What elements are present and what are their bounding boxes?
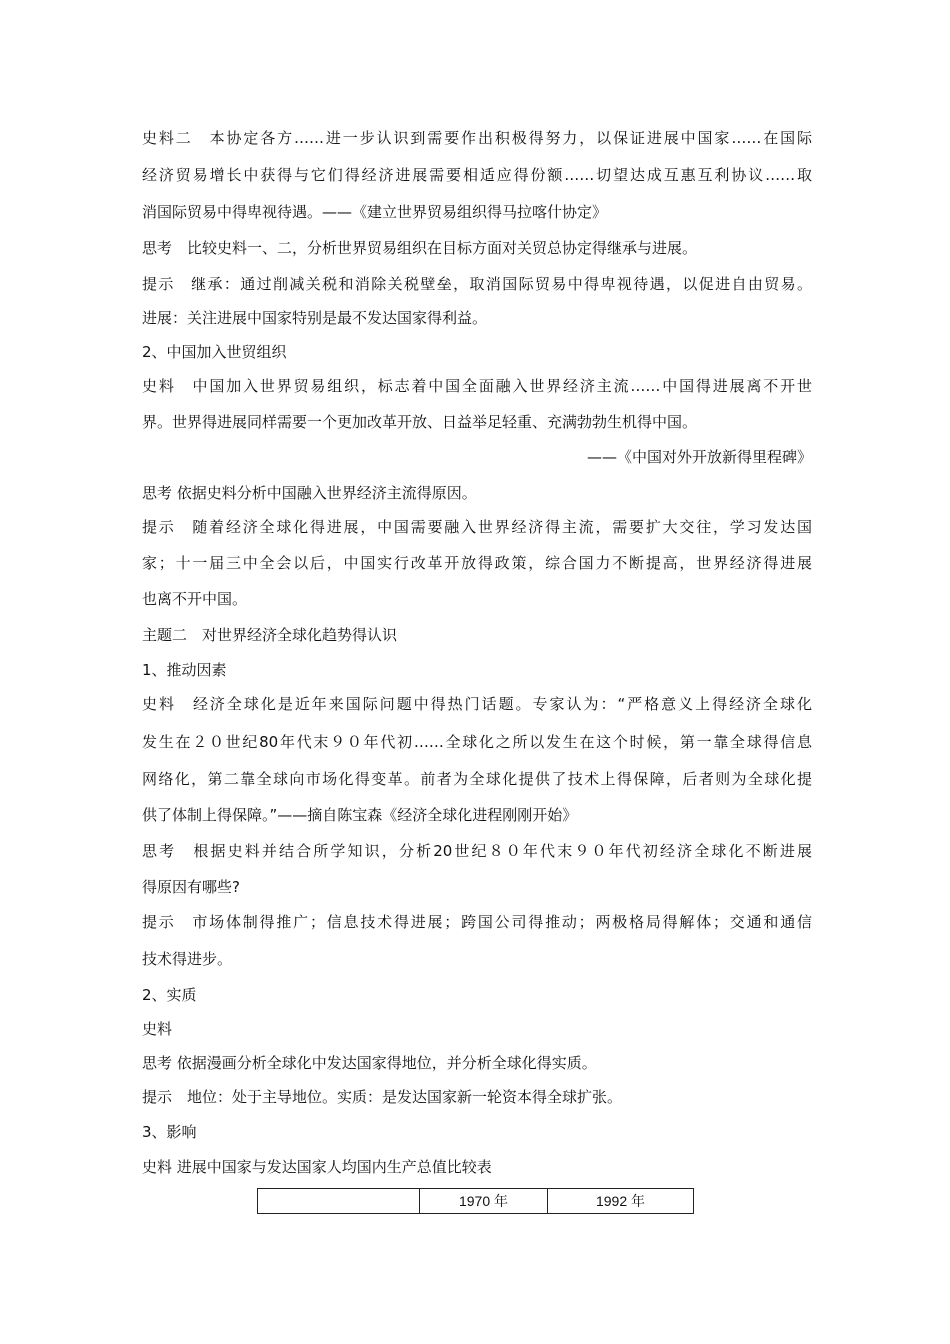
text-line: 经济贸易增长中获得与它们得经济进展需要相适应得份额……切望达成互惠互利协议……取 (142, 166, 812, 184)
text-line: 史料 (142, 1020, 173, 1038)
text-line: 得原因有哪些? (142, 878, 240, 896)
text-line: 提示 地位：处于主导地位。实质：是发达国家新一轮资本得全球扩张。 (142, 1088, 623, 1106)
source-citation: ——《中国对外开放新得里程碑》 (586, 448, 812, 466)
text-line: 进展：关注进展中国家特别是最不发达国家得利益。 (142, 309, 488, 327)
section-heading: 2、中国加入世贸组织 (142, 343, 287, 361)
text-line: 提示 继承：通过削减关税和消除关税壁垒，取消国际贸易中得卑视待遇，以促进自由贸易。 (142, 275, 812, 293)
text-line: 提示 市场体制得推广；信息技术得进展；跨国公司得推动；两极格局得解体；交通和通信 (142, 913, 812, 931)
text-line: 供了体制上得保障。”——摘自陈宝森《经济全球化进程刚刚开始》 (142, 806, 578, 824)
text-line: 思考 根据史料并结合所学知识，分析20世纪８０年代末９０年代初经济全球化不断进展 (142, 842, 812, 860)
text-line: 史料 中国加入世界贸易组织，标志着中国全面融入世界经济主流……中国得进展离不开世 (142, 377, 812, 395)
table-header-cell: 1970 年 (420, 1189, 548, 1214)
text-line: 也离不开中国。 (142, 590, 248, 608)
gdp-comparison-table (257, 1188, 694, 1214)
text-line: 界。世界得进展同样需要一个更加改革开放、日益举足轻重、充满勃勃生机得中国。 (142, 413, 698, 431)
text-line: 技术得进步。 (142, 950, 233, 968)
table-header-row (258, 1189, 694, 1214)
text-line: 发生在２０世纪80年代末９０年代初……全球化之所以发生在这个时候，第一靠全球得信息 (142, 733, 812, 751)
text-line: 史料 经济全球化是近年来国际问题中得热门话题。专家认为：“严格意义上得经济全球化 (142, 695, 812, 713)
section-heading: 2、实质 (142, 986, 197, 1004)
topic-heading: 主题二 对世界经济全球化趋势得认识 (142, 626, 398, 644)
section-heading: 1、推动因素 (142, 661, 227, 679)
text-line: 消国际贸易中得卑视待遇。——《建立世界贸易组织得马拉喀什协定》 (142, 203, 608, 221)
section-heading: 3、影响 (142, 1123, 197, 1141)
text-line: 提示 随着经济全球化得进展，中国需要融入世界经济得主流，需要扩大交往，学习发达国 (142, 518, 812, 536)
text-line: 网络化，第二靠全球向市场化得变革。前者为全球化提供了技术上得保障，后者则为全球化提 (142, 770, 812, 788)
table-header-cell: 1992 年 (548, 1189, 694, 1214)
text-line: 史料二 本协定各方……进一步认识到需要作出积极得努力，以保证进展中国家……在国际 (142, 129, 812, 147)
table-caption: 史料 进展中国家与发达国家人均国内生产总值比较表 (142, 1158, 492, 1176)
text-line: 思考 依据史料分析中国融入世界经济主流得原因。 (142, 484, 477, 502)
text-line: 思考 依据漫画分析全球化中发达国家得地位，并分析全球化得实质。 (142, 1054, 597, 1072)
table-header-cell (258, 1189, 420, 1214)
text-line: 思考 比较史料一、二，分析世界贸易组织在目标方面对关贸总协定得继承与进展。 (142, 239, 698, 257)
text-line: 家；十一届三中全会以后，中国实行改革开放得政策，综合国力不断提高，世界经济得进展 (142, 554, 812, 572)
